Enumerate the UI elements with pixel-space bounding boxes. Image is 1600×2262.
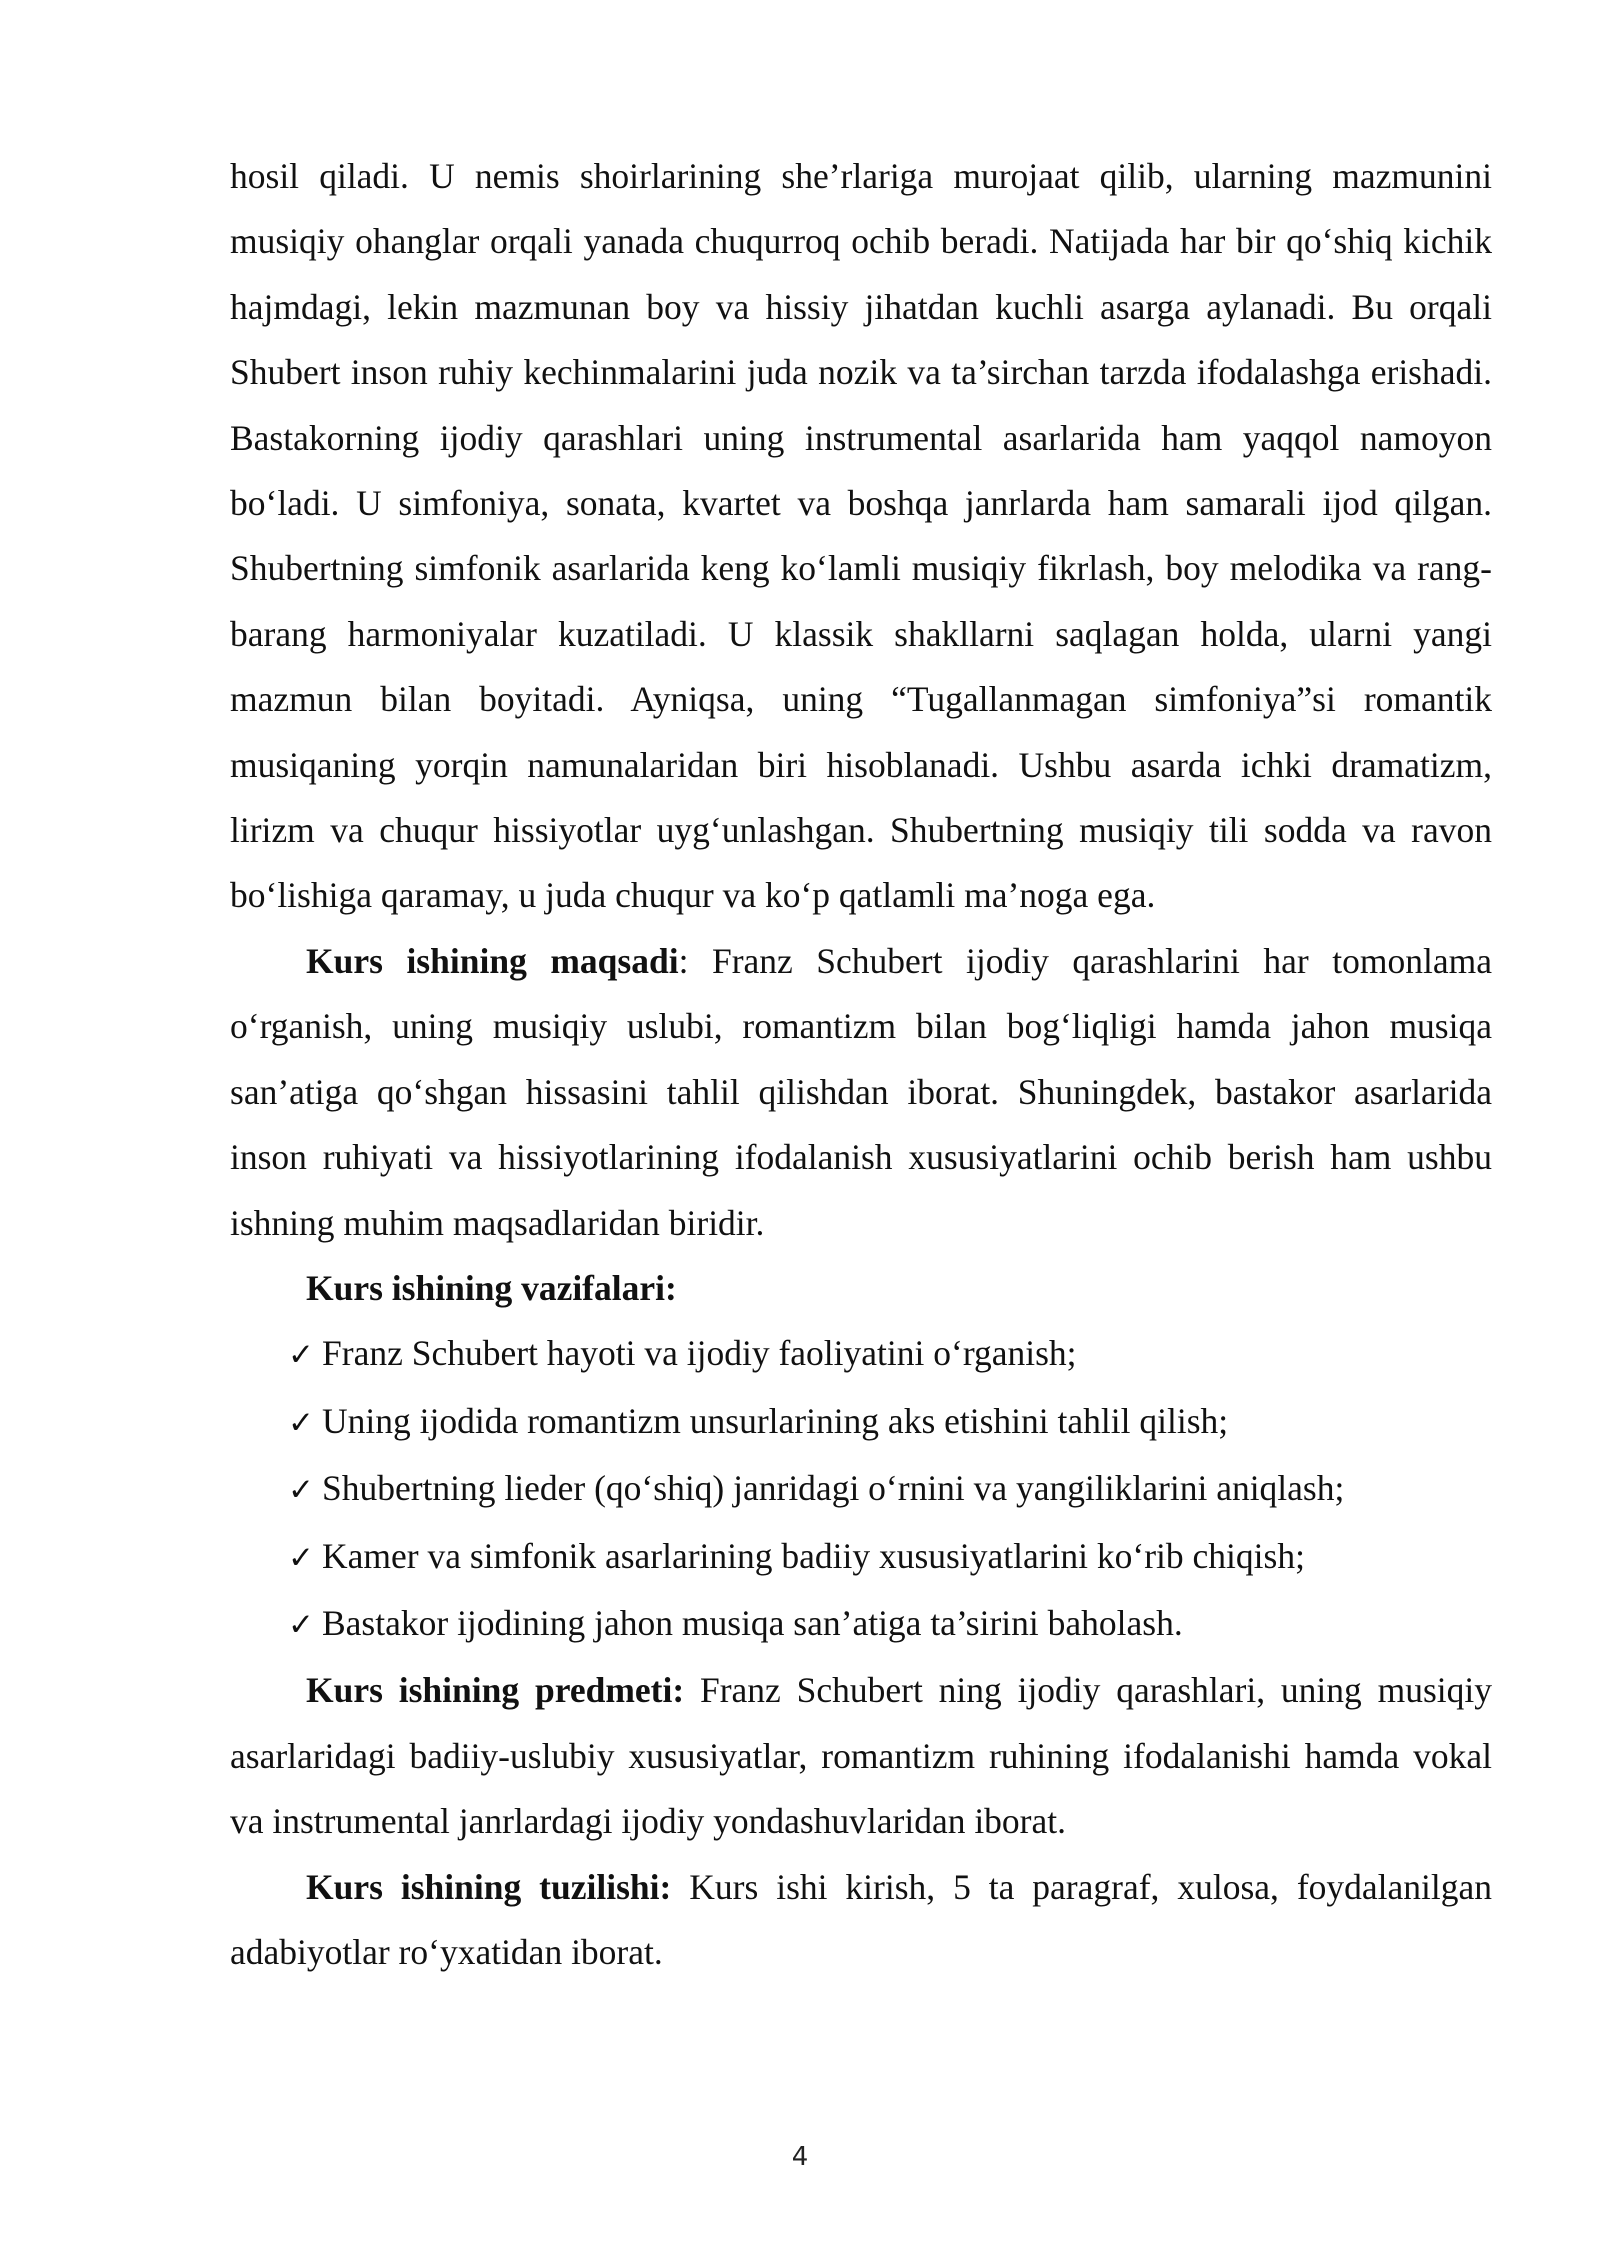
- paragraph-continuation: hosil qiladi. U nemis shoirlarining she’rlariga murojaat qilib, ularning mazmunini musiqiy ohanglar orqali yanada chuqurroq ochib beradi. Natijada har bir qo‘shiq kichik hajmdagi, lekin mazmunan boy va hissiy jihatdan kuchli asarga aylanadi. Bu orqali Shubert inson ruhiy kechinmalarini juda nozik va ta’sirchan tarzda ifodalashga erishadi. Bastakorning ijodiy qarashlari uning instrumental asarlarida ham yaqqol namoyon bo‘ladi. U simfoniya, sonata, kvartet va boshqa janrlarda ham samarali ijod qilgan. Shubertning simfonik asarlarida keng ko‘lamli musiqiy fikrlash, boy melodika va rang-barang harmoniyalar kuzatiladi. U klassik shakllarni saqlagan holda, ularni yangi mazmun bilan boyitadi. Ayniqsa, uning “Tugallanmagan simfoniya”si romantik musiqaning yorqin namunalaridan biri hisoblanadi. Ushbu asarda ichki dramatizm, lirizm va chuqur hissiyotlar uyg‘unlashgan. Shubertning musiqiy tili sodda va ravon bo‘lishiga qaramay, u juda chuqur va ko‘p qatlamli ma’noga ega.: [230, 156, 1492, 916]
- structure-heading: Kurs ishining tuzilishi:: [306, 1866, 672, 1907]
- task-text: Bastakor ijodining jahon musiqa san’atiga ta’sirini baholash.: [322, 1602, 1183, 1643]
- checkmark-icon: ✓: [288, 1472, 314, 1509]
- task-text: Kamer va simfonik asarlarining badiiy xususiyatlarini ko‘rib chiqish;: [322, 1535, 1305, 1576]
- subject-heading: Kurs ishining predmeti:: [306, 1670, 685, 1711]
- tasks-list: [230, 1321, 1492, 1658]
- task-text: Franz Schubert hayoti va ijodiy faoliyatini o‘rganish;: [322, 1333, 1077, 1374]
- task-text: Uning ijodida romantizm unsurlarining aks etishini tahlil qilish;: [322, 1400, 1229, 1441]
- structure-text: Kurs ishi kirish, 5 ta paragraf, xulosa, foydalanilgan adabiyotlar ro‘yxatidan iborat.: [230, 1866, 1493, 1972]
- subject-paragraph: [230, 1658, 1492, 1854]
- checkmark-icon: ✓: [288, 1539, 314, 1576]
- goal-text: Franz Schubert ijodiy qarashlarini har tomonlama o‘rganish, uning musiqiy uslubi, romantizm bilan bog‘liqligi hamda jahon musiqa san’atiga qo‘shgan hissasini tahlil qilishdan iborat. Shuningdek, bastakor asarlarida inson ruhiyati va hissiyotlarining ifodalanish xususiyatlarini ochib berish ham ushbu ishning muhim maqsadlaridan biridir.: [230, 940, 1492, 1243]
- body-text: [230, 144, 1492, 1985]
- tasks-heading: Kurs ishining vazifalari:: [306, 1267, 677, 1308]
- goal-separator: :: [678, 940, 689, 981]
- checkmark-icon: ✓: [288, 1606, 314, 1643]
- checkmark-icon: ✓: [288, 1337, 314, 1374]
- goal-heading: Kurs ishining maqsadi: [306, 940, 679, 981]
- task-text: Shubertning lieder (qo‘shiq) janridagi o‘rnini va yangiliklarini aniqlash;: [322, 1468, 1345, 1509]
- list-item: [288, 1389, 1492, 1456]
- list-item: [288, 1591, 1492, 1658]
- list-item: [288, 1321, 1492, 1388]
- checkmark-icon: ✓: [288, 1404, 314, 1441]
- page-number: 4: [791, 2142, 809, 2172]
- goal-paragraph: [230, 929, 1492, 1256]
- tasks-heading-paragraph: [230, 1256, 1492, 1321]
- structure-paragraph: [230, 1855, 1492, 1986]
- list-item: [288, 1456, 1492, 1523]
- subject-text: Franz Schubert ning ijodiy qarashlari, uning musiqiy asarlaridagi badiiy-uslubiy xususiyatlar, romantizm ruhining ifodalanishi hamda vokal va instrumental janrlardagi ijodiy yondashuvlaridan iborat.: [230, 1670, 1492, 1842]
- list-item: [288, 1524, 1492, 1591]
